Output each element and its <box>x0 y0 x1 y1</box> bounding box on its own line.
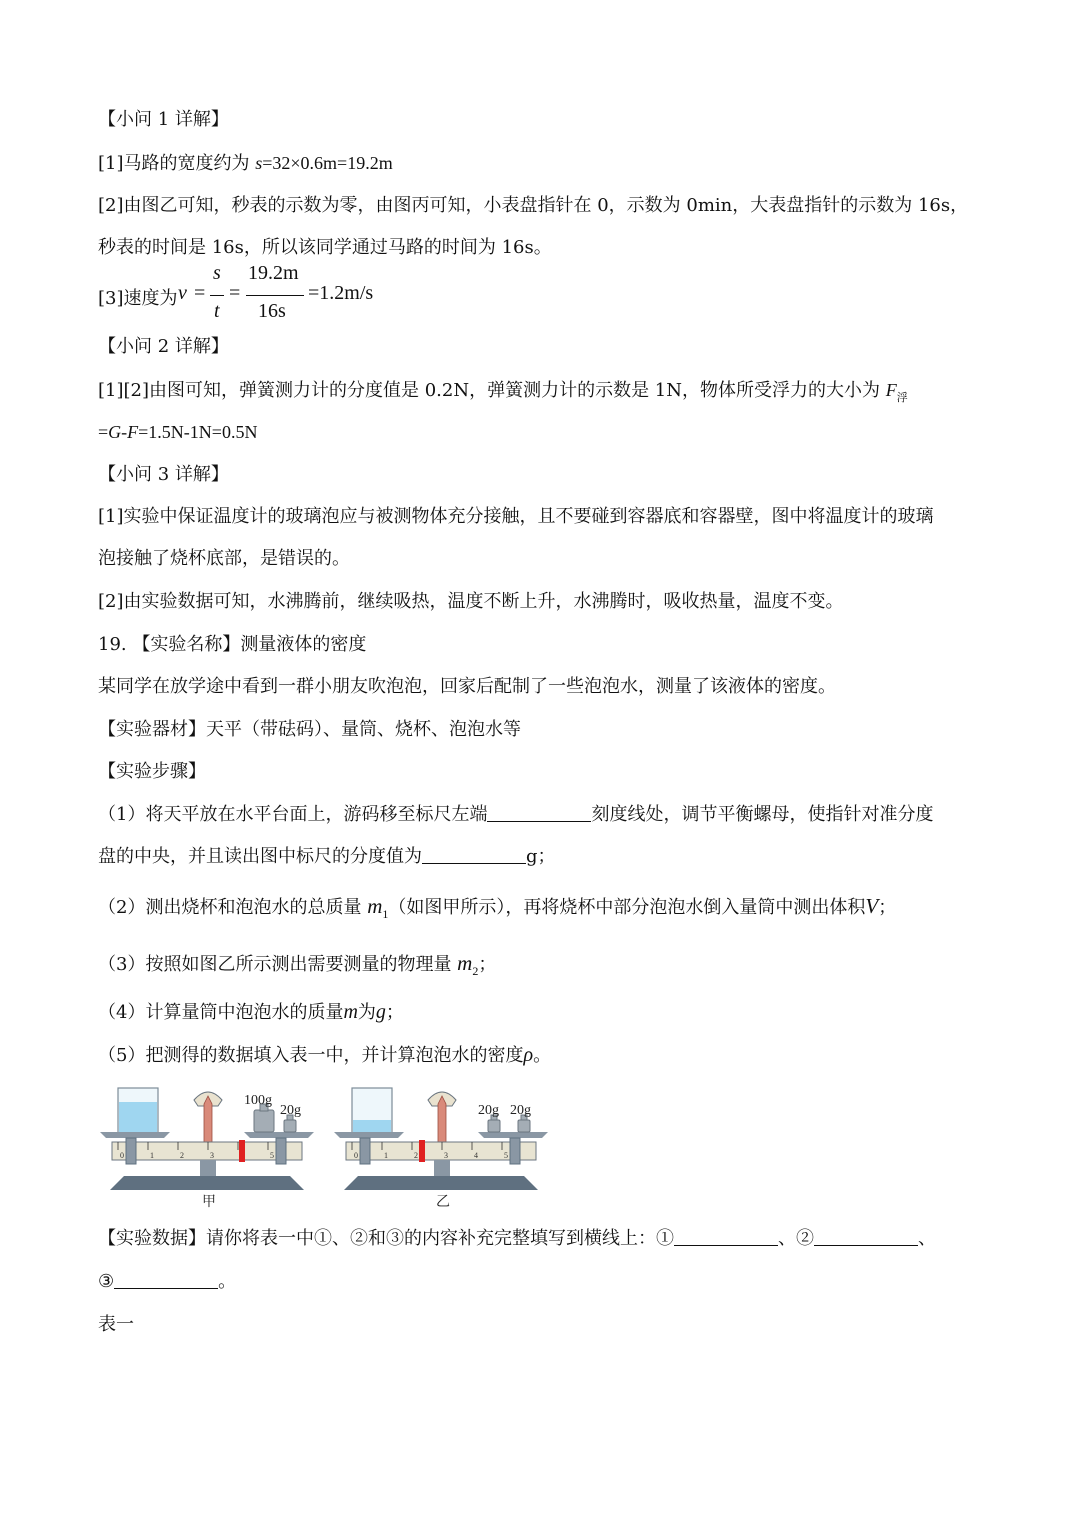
balance-figure-svg <box>98 1080 558 1210</box>
scale-num-left-1: 1 <box>150 1151 154 1160</box>
q1-line-1-prefix: [1]马路的宽度约为 <box>98 153 256 174</box>
var-F: F <box>127 422 139 442</box>
data-sep-1: 、② <box>778 1228 814 1249</box>
step-3-end: ； <box>478 954 497 975</box>
step-4-text: （4）计算量筒中泡泡水的质量 <box>98 1002 344 1023</box>
step-5-end: 。 <box>533 1045 552 1066</box>
label-100g: 100g <box>244 1093 272 1108</box>
label-20g: 20g <box>280 1103 301 1118</box>
step-1-text-c: 盘的中央，并且读出图中标尺的分度值为 <box>98 846 422 867</box>
var-G: G <box>108 422 122 442</box>
var-v: v <box>178 282 187 304</box>
frac-1-bar <box>210 295 224 296</box>
q2-line-1 <box>98 376 908 412</box>
var-s: s <box>255 153 263 173</box>
answer-blank-zero-mark[interactable] <box>487 801 591 822</box>
beaker-right-liquid <box>353 1120 391 1134</box>
balance-figure <box>98 1080 558 1215</box>
step-1-line-1 <box>98 801 933 829</box>
scale-num-left-3: 3 <box>210 1151 214 1160</box>
scale-num-right-4: 4 <box>474 1151 478 1160</box>
label-20g-right-b: 20g <box>510 1103 531 1118</box>
step-1-text-a: （1）将天平放在水平台面上，游码移至标尺左端 <box>98 804 488 825</box>
step-2-text-b: （如图甲所示），再将烧杯中部分泡泡水倒入量筒中测出体积 <box>388 897 866 918</box>
frac-1-numerator: s <box>213 262 221 284</box>
frac-1-denominator: t <box>214 300 220 322</box>
speed-formula-prefix: [3]速度为 <box>98 288 178 309</box>
step-3 <box>98 949 496 985</box>
pointer-right <box>438 1096 446 1146</box>
stem-right <box>434 1160 450 1176</box>
equals-2: = <box>229 282 241 304</box>
var-m1: m <box>367 894 383 918</box>
q19-materials: 【实验器材】天平（带砝码）、量筒、烧杯、泡泡水等 <box>98 719 521 740</box>
step-1-text-b: 刻度线处，调节平衡螺母，使指针对准分度 <box>591 804 934 825</box>
var-m: m <box>343 1001 358 1023</box>
caption-left: 甲 <box>202 1195 216 1210</box>
pan-right-b <box>478 1132 548 1138</box>
frac-2-numerator: 19.2m <box>248 262 299 284</box>
answer-blank-1[interactable] <box>674 1225 778 1246</box>
weight-20g-right-a <box>488 1120 500 1132</box>
var-V: V <box>865 894 879 918</box>
balance-left <box>100 1088 314 1210</box>
var-rho: ρ <box>523 1044 534 1066</box>
q3-line-2: 泡接触了烧杯底部，是错误的。 <box>98 548 350 569</box>
answer-blank-division[interactable] <box>422 843 526 864</box>
q19-steps-heading: 【实验步骤】 <box>98 761 206 782</box>
answer-blank-3[interactable] <box>114 1268 218 1289</box>
weight-20g-left <box>284 1120 296 1132</box>
q2-heading: 【小问 2 详解】 <box>98 336 229 357</box>
pan-right-a <box>334 1132 404 1138</box>
equals-1: = <box>194 282 206 304</box>
step-3-text: （3）按照如图乙所示测出需要测量的物理量 <box>98 954 458 975</box>
data-sep-2: 、 <box>918 1228 936 1249</box>
data-line-1 <box>98 1225 936 1253</box>
m1-subscript: 1 <box>382 907 389 921</box>
beaker-left-liquid <box>119 1102 157 1134</box>
q2-minus: - <box>121 422 128 442</box>
data-text: 【实验数据】请你将表一中①、②和③的内容补充完整填写到横线上：① <box>98 1228 674 1249</box>
step-4 <box>98 998 404 1027</box>
scale-num-right-1: 1 <box>384 1151 388 1160</box>
frac-2-denominator: 16s <box>258 300 286 322</box>
answer-blank-2[interactable] <box>814 1225 918 1246</box>
var-g: g <box>375 1001 386 1023</box>
label-20g-right-a: 20g <box>478 1103 499 1118</box>
weight-100g-left <box>254 1110 274 1132</box>
q3-line-1: [1]实验中保证温度计的玻璃泡应与被测物体充分接触，且不要碰到容器底和容器壁，图中将温度计的玻璃 <box>98 506 934 527</box>
q1-line-3: 秒表的时间是 16s，所以该同学通过马路的时间为 16s。 <box>98 237 552 258</box>
q1-line-1 <box>98 149 393 178</box>
data-line-2 <box>98 1268 236 1296</box>
scale-num-right-3: 3 <box>444 1151 448 1160</box>
adjuster-left-a <box>126 1138 136 1164</box>
rider-left <box>239 1140 245 1162</box>
adjuster-right-b <box>510 1138 520 1164</box>
step-2 <box>98 892 896 928</box>
buoyancy-subscript: 浮 <box>896 391 908 404</box>
adjuster-left-b <box>276 1138 286 1164</box>
base-left <box>110 1176 304 1190</box>
scale-num-left-5: 5 <box>270 1151 274 1160</box>
q19-intro: 某同学在放学途中看到一群小朋友吹泡泡，回家后配制了一些泡泡水，测量了该液体的密度。 <box>98 676 836 697</box>
data-l2-end: 。 <box>218 1271 237 1292</box>
frac-2-bar <box>246 295 304 296</box>
stem-left <box>200 1160 216 1176</box>
q19-title: 19. 【实验名称】测量液体的密度 <box>98 634 367 655</box>
data-l2-mark: ③ <box>98 1271 115 1292</box>
balance-right <box>334 1088 548 1210</box>
q3-line-3: [2]由实验数据可知，水沸腾前，继续吸热，温度不断上升，水沸腾时，吸收热量，温度不变。 <box>98 591 844 612</box>
var-F-buoyancy: F <box>885 380 897 400</box>
q3-heading: 【小问 3 详解】 <box>98 464 229 485</box>
pointer-left <box>204 1096 212 1146</box>
base-right <box>344 1176 538 1190</box>
step-4-end: ； <box>385 1002 404 1023</box>
table-label: 表一 <box>98 1314 134 1335</box>
pan-left-b <box>244 1132 314 1138</box>
step-1-unit: g； <box>526 846 556 867</box>
scale-num-right-0: 0 <box>354 1151 358 1160</box>
q2-line-1-text: [1][2]由图可知，弹簧测力计的分度值是 0.2N，弹簧测力计的示数是 1N，物体所受浮力的大小为 <box>98 380 886 401</box>
scale-num-left-0: 0 <box>120 1151 124 1160</box>
q2-expression: =1.5N-1N=0.5N <box>138 422 258 442</box>
pan-left-a <box>100 1132 170 1138</box>
caption-right: 乙 <box>436 1195 450 1210</box>
rider-right <box>419 1140 425 1162</box>
step-5-text: （5）把测得的数据填入表一中，并计算泡泡水的密度 <box>98 1045 524 1066</box>
q1-line-1-expression: =32×0.6m=19.2m <box>262 153 393 173</box>
adjuster-right-a <box>360 1138 370 1164</box>
step-2-end: ； <box>878 897 897 918</box>
scale-num-left-2: 2 <box>180 1151 184 1160</box>
scale-num-right-2: 2 <box>414 1151 418 1160</box>
q2-line-2 <box>98 418 257 447</box>
q1-line-2: [2]由图乙可知，秒表的示数为零，由图丙可知，小表盘指针在 0，示数为 0min，大表盘指针的示数为 16s， <box>98 195 969 216</box>
m2-subscript: 2 <box>472 964 479 978</box>
step-2-text-a: （2）测出烧杯和泡泡水的总质量 <box>98 897 368 918</box>
q1-heading: 【小问 1 详解】 <box>98 109 229 130</box>
scale-num-right-5: 5 <box>504 1151 508 1160</box>
step-4-mid: 为 <box>357 1002 376 1023</box>
speed-result: =1.2m/s <box>308 282 374 304</box>
step-5 <box>98 1041 551 1070</box>
var-m2: m <box>457 951 473 975</box>
step-1-line-2 <box>98 843 556 871</box>
q2-eq-sign: = <box>98 422 109 442</box>
weight-20g-right-b <box>518 1120 530 1132</box>
